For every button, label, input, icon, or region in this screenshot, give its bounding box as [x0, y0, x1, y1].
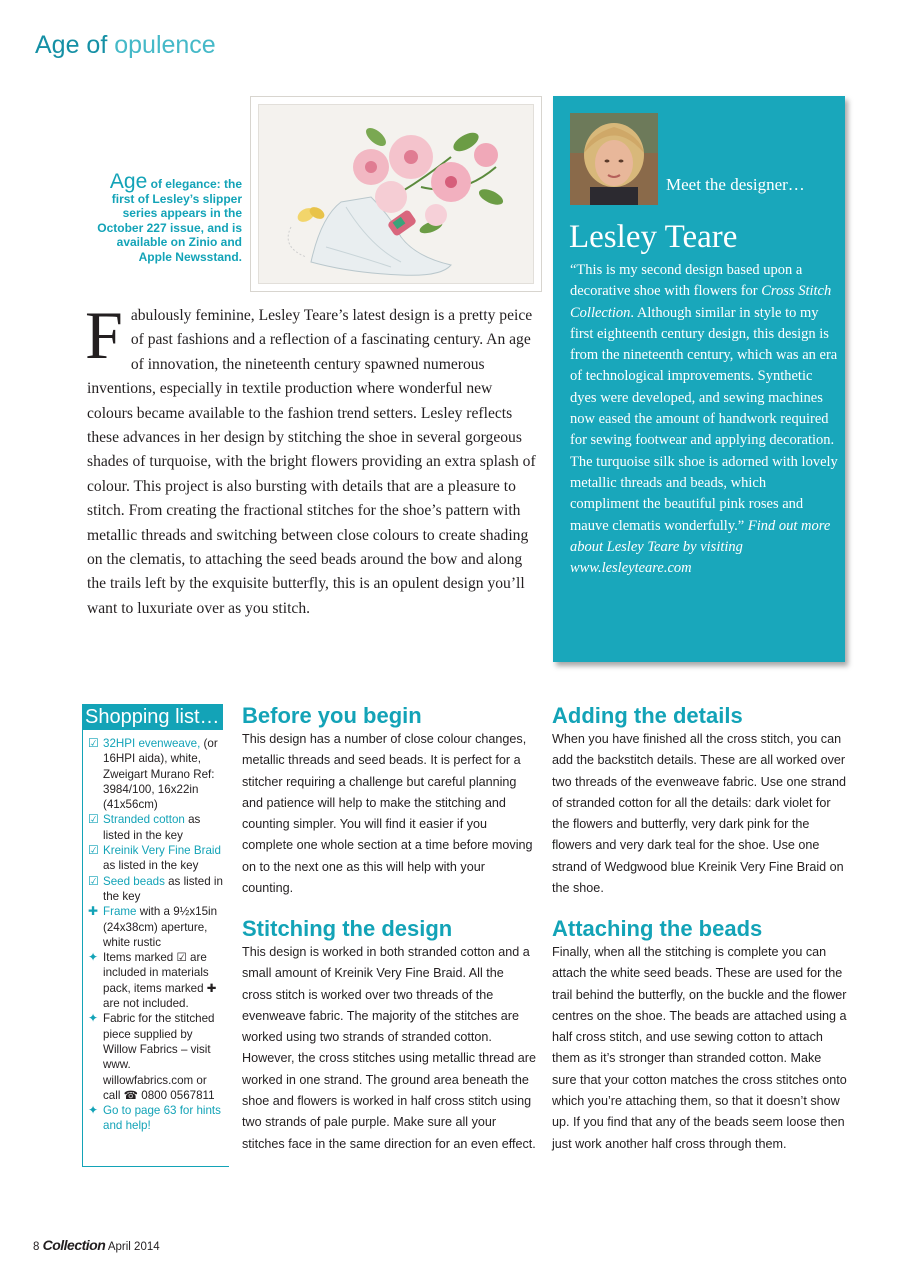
page-number: 8	[33, 1241, 40, 1253]
list-item: ☑ Kreinik Very Fine Braid as listed in the key	[88, 843, 221, 873]
heading-stitching-the-design: Stitching the design	[242, 916, 453, 941]
framed-cross-stitch-image	[250, 96, 542, 292]
quote-magazine-name: Cross Stitch Collection	[570, 283, 832, 321]
list-item: ✦ Items marked ☑ are included in materials pack, items marked ✚ are not included.	[88, 950, 217, 1011]
header-word-2: opulence	[114, 31, 216, 59]
designer-panel	[553, 96, 845, 662]
checkbox-icon: ☑	[88, 873, 99, 888]
shopping-list-title: Shopping list…	[82, 704, 223, 730]
designer-name: Lesley Teare	[569, 219, 738, 255]
list-item: ☑ Stranded cotton as listed in the key	[88, 812, 201, 842]
checkbox-icon: ☑	[88, 736, 99, 750]
list-item: ✚ Frame with a 9½x15in (24x38cm) aperture, white rustic	[88, 904, 218, 949]
column-right-lower	[552, 916, 848, 1155]
heading-before-you-begin: Before you begin	[242, 703, 422, 728]
list-item: ☑ 32HPI evenweave, (or 16HPI aida), white, Zweigart Murano Ref: 3984/100, 16x22in (41x56cm)	[88, 736, 218, 812]
sparkle-icon: ✦	[88, 1011, 99, 1026]
column-middle	[242, 703, 537, 899]
quote-text-2: . Although similar in style to my first eighteenth century design, this design is from the nineteenth century, which was an era of technological improvements. Synthetic dyes were developed, and sewing machines now eased the amount of handwork required for sewing footwear and applying decoration. The turquoise silk shoe is adorned with lovely metallic threads and beads, which compliment the beautiful pink roses and mauve clematis wonderfully.”	[570, 304, 838, 534]
sparkle-icon: ✦	[88, 950, 99, 965]
before-you-begin-text: This design has a number of close colour changes, metallic threads and seed beads. It is perfect for a stitcher requiring a challenge but careful planning and patience will help to make the stitching and counting simpler. You will find it easier if you complete one whole section at a time before moving on to the next one as this will help with your counting.	[242, 732, 533, 896]
list-item: ✦ Go to page 63 for hints and help!	[88, 1103, 221, 1133]
list-item: ☑ Seed beads as listed in the key	[88, 873, 223, 903]
plus-icon: ✚	[88, 904, 99, 919]
column-middle-lower	[242, 916, 537, 1155]
designer-photo	[570, 113, 658, 205]
shoe-and-flowers-illustration	[251, 97, 541, 291]
heading-adding-the-details: Adding the details	[552, 703, 743, 728]
sparkle-icon: ✦	[88, 1103, 99, 1118]
header-word-1: Age of	[35, 31, 108, 59]
list-item: ✦ Fabric for the stitched piece supplied by Willow Fabrics – visit www. willowfabrics.com or call ☎ 0800 0567811	[88, 1011, 215, 1102]
quote-text-1: “This is my second design based upon a decorative shoe with flowers for	[570, 262, 803, 300]
meet-the-designer-label: Meet the designer…	[666, 175, 805, 194]
checkbox-icon: ☑	[88, 812, 99, 827]
adding-the-details-text: When you have finished all the cross stitch, you can add the backstitch details. These are all worked over two threads of the evenweave fabric. Use one strand of stranded cotton for all the details: dark violet for the flowers and butterfly, very dark pink for the flowers and very dark teal for the shoe. Use one strand of Wedgwood blue Kreinik Very Fine Braid on the shoe.	[552, 732, 847, 896]
shopping-list	[88, 736, 224, 1134]
intro-text: abulously feminine, Lesley Teare’s latest design is a pretty peice of past fashions and a reflection of a fascinating century. An age of innovation, the nineteenth century spawned numerous inventions, especially in textile production where wonderful new colours became available to the fashion trend setters. Lesley reflects these advances in her design by stitching the shoe in several gorgeous shades of turquoise, with the bright flowers providing an extra splash of colour. This project is also bursting with details that are a pleasure to stitch. From creating the fractional stitches for the shoe’s pattern with metallic threads and switching between close colours to create shading on the clematis, to attaching the seed beads around the bow and along the trails left by the exquisite butterfly, this is an opulent design you’ll want to luxuriate over as you stitch.	[87, 307, 536, 617]
checkbox-icon: ☑	[88, 843, 99, 858]
intro-paragraph	[85, 297, 539, 621]
stitching-the-design-text: This design is worked in both stranded cotton and a small amount of Kreinik Very Fine Braid. All the cross stitch is worked over two threads of the evenweave fabric. The majority of the stitches are worked using two strands of stranded cotton. However, the cross stitches using metallic thread are worked in one strand. The ground area beneath the shoe and flowers is worked in half cross stitch using two strands of pale purple. Make sure all your stitches face in the same direction for an even effect.	[242, 945, 536, 1151]
magazine-logo: Collection	[42, 1237, 106, 1253]
page-header	[35, 30, 216, 60]
heading-attaching-the-beads: Attaching the beads	[552, 916, 763, 941]
drop-cap: F	[85, 297, 123, 373]
attaching-the-beads-text: Finally, when all the stitching is complete you can attach the white seed beads. These are used for the trail behind the butterfly, on the buckle and the flower centres on the shoe. The beads are attached using a half cross stitch, and use sewing cotton to attach them as it’s stronger than stranded cotton. Make sure that your cotton matches the cross stitches onto which you’re attaching them, so that it doesn’t show up. If you find that any of the beads seem loose then just work another half cross through them.	[552, 945, 847, 1151]
column-right	[552, 703, 848, 899]
find-out-more: Find out more about Lesley Teare by visiting www.lesleyteare.com	[570, 517, 831, 577]
issue-date: April 2014	[107, 1241, 160, 1253]
caption-big-word: Age	[109, 170, 148, 193]
designer-quote	[570, 260, 838, 579]
image-caption	[88, 170, 242, 264]
caption-text: of elegance: the first of Lesley’s slipper series appears in the October 227 issue, and is available on Zinio and Apple Newsstand.	[97, 177, 242, 264]
page-footer	[33, 1238, 160, 1254]
